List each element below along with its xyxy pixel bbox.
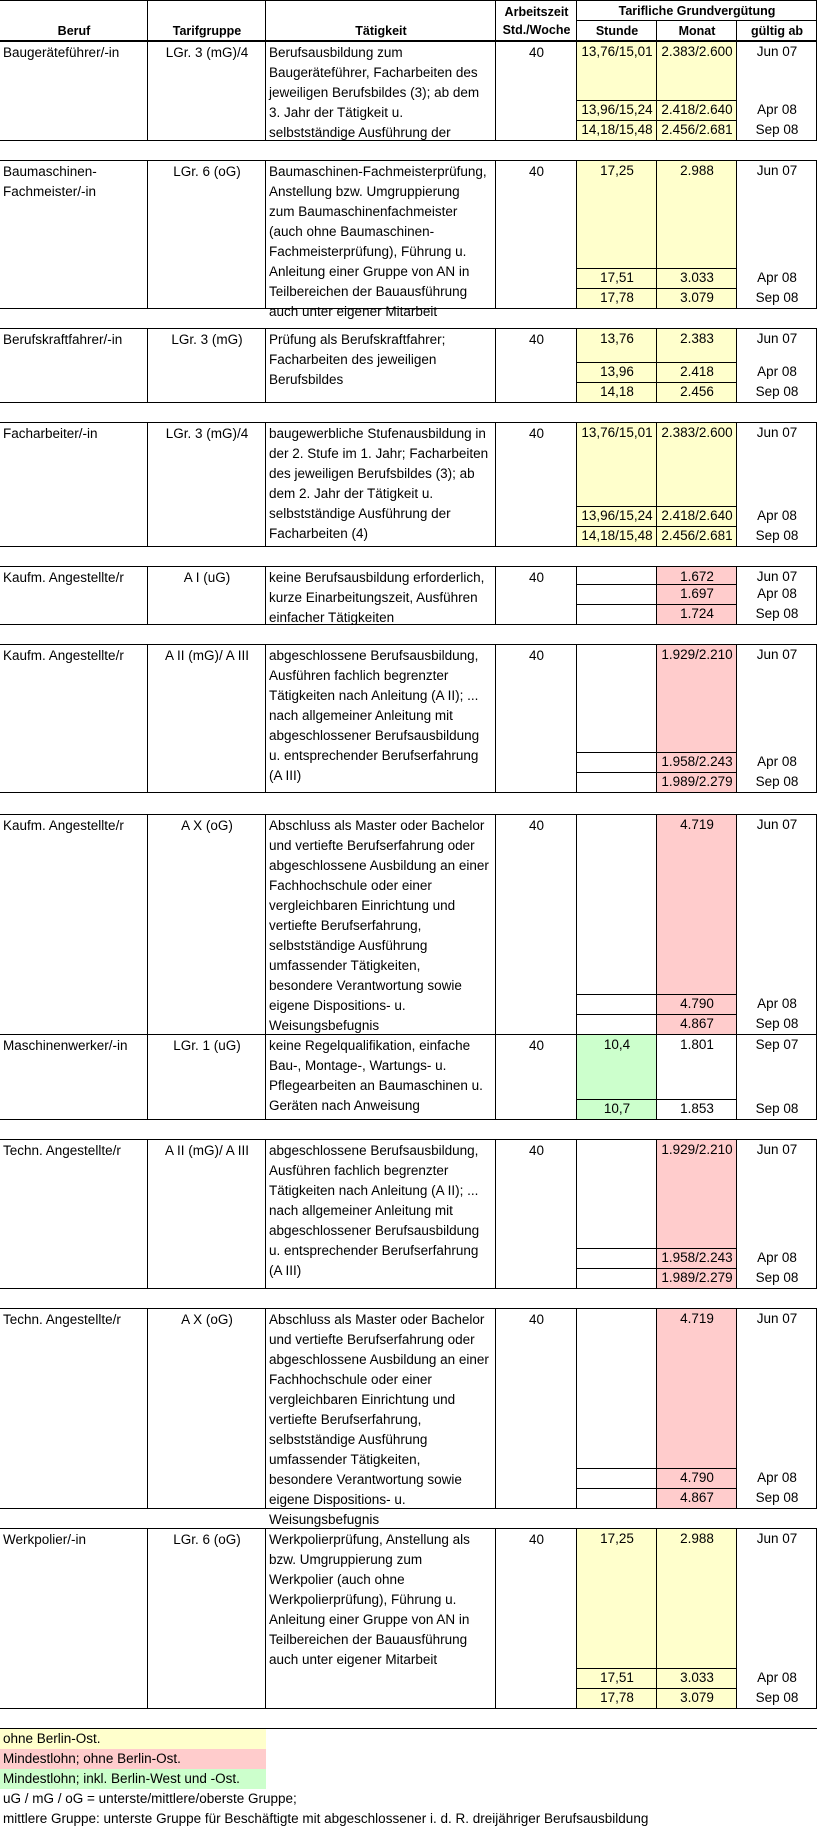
arbeitszeit-cell: 40 [528, 1143, 545, 1158]
header-arbeitszeit [496, 0, 577, 41]
monat-cell: 2.456/2.681 [661, 528, 733, 543]
taetigkeit-cell: Berufsausbildung zum Baugeräteführer, Facharbeiten des jeweiligen Berufsbildes (3); ab dem 3. Jahr der Tätigkeit u. selbstständige Ausführung der [269, 45, 480, 140]
gueltig-cell: Sep 07 [755, 1037, 799, 1052]
grid-line [147, 160, 148, 308]
monat-fill [656, 1308, 737, 1469]
stunde-cell: 13,76/15,01 [581, 44, 653, 59]
grid-line [147, 1308, 148, 1508]
gueltig-cell: Sep 08 [755, 1016, 799, 1031]
grid-line [147, 644, 148, 792]
monat-cell: 2.456/2.681 [661, 122, 733, 137]
monat-fill [656, 1528, 737, 1669]
tarifgruppe-cell: LGr. 3 (mG) [171, 332, 243, 347]
tarifgruppe-cell: LGr. 3 (mG)/4 [165, 45, 249, 60]
header-beruf: Beruf [57, 24, 91, 38]
monat-fill [656, 814, 737, 995]
stunde-cell: 13,96/15,24 [581, 508, 653, 523]
monat-cell: 4.790 [680, 996, 714, 1011]
gueltig-cell: Jun 07 [756, 1531, 798, 1546]
monat-cell: 2.383/2.600 [661, 425, 733, 440]
taetigkeit-cell: Werkpolierprüfung, Anstellung als bzw. Umgruppierung zum Werkpolier (auch ohne Werkpolierprüfung), Führung u. Anleitung einer Gruppe von AN in Teilbereichen der Bauausführung auch unter eigener Mitarbeit [269, 1532, 470, 1667]
grid-line [656, 20, 657, 41]
taetigkeit-cell: abgeschlossene Berufsausbildung, Ausführen fachlich begrenzter Tätigkeiten nach Anleitung (A II); ... nach allgemeiner Anleitung mit abgeschlossener Berufsausbildung u. entsprechender Berufserfahrung (A III) [269, 1143, 480, 1278]
tarifgruppe-cell: A II (mG)/ A III [164, 1143, 250, 1158]
monat-cell: 2.418/2.640 [661, 508, 733, 523]
gueltig-cell: Apr 08 [757, 1250, 797, 1265]
grid-line [577, 1268, 657, 1269]
beruf-cell: Maschinenwerker/-in [3, 1038, 128, 1053]
monat-cell: 4.867 [680, 1016, 714, 1031]
gueltig-cell: Sep 08 [755, 606, 799, 621]
monat-cell: 1.929/2.210 [661, 647, 733, 662]
stunde-cell: 14,18 [600, 384, 634, 399]
gueltig-cell: Apr 08 [757, 754, 797, 769]
monat-cell: 1.958/2.243 [661, 754, 733, 769]
grid-line [577, 994, 657, 995]
gueltig-cell: Sep 08 [755, 122, 799, 137]
grid-line [576, 1308, 577, 1508]
monat-cell: 2.418 [680, 364, 714, 379]
gueltig-cell: Jun 07 [756, 1311, 798, 1326]
gueltig-cell: Apr 08 [757, 270, 797, 285]
monat-cell: 4.867 [680, 1490, 714, 1505]
header-arbeitszeit-line1: Arbeitszeit [504, 4, 569, 19]
beruf-cell: Berufskraftfahrer/-in [3, 332, 123, 347]
grid-line [147, 1139, 148, 1288]
taetigkeit-cell: abgeschlossene Berufsausbildung, Ausführen fachlich begrenzter Tätigkeiten nach Anleitung (A II); ... nach allgemeiner Anleitung mit abgeschlossener Berufsausbildung u. entsprechender Berufserfahrung (A III) [269, 648, 480, 783]
legend-item: ohne Berlin-Ost. [0, 1729, 266, 1749]
stunde-fill [576, 1528, 657, 1669]
stunde-cell: 17,51 [600, 1670, 634, 1685]
stunde-cell: 10,4 [603, 1037, 631, 1052]
grid-line [577, 584, 657, 585]
monat-cell: 3.079 [680, 1690, 714, 1705]
beruf-cell: Kaufm. Angestellte/r [3, 648, 124, 663]
grid-line [147, 814, 148, 1034]
header-stunde: Stunde [595, 24, 639, 38]
beruf-cell: Kaufm. Angestellte/r [3, 818, 124, 833]
monat-cell: 1.672 [680, 569, 714, 584]
taetigkeit-cell: keine Berufsausbildung erforderlich, kurze Einarbeitungszeit, Ausführen einfacher Tätigkeiten [269, 570, 485, 625]
gueltig-cell: Sep 08 [755, 1101, 799, 1116]
gueltig-cell: Apr 08 [757, 364, 797, 379]
grid-line [577, 1468, 657, 1469]
gueltig-cell: Sep 08 [755, 290, 799, 305]
header-arbeitszeit-line2: Std./Woche [502, 22, 571, 37]
grid-line [736, 20, 737, 41]
monat-cell: 4.790 [680, 1470, 714, 1485]
gueltig-cell: Sep 08 [755, 384, 799, 399]
legend-item: Mindestlohn; inkl. Berlin-West und -Ost. [0, 1769, 266, 1789]
stunde-cell: 17,78 [600, 290, 634, 305]
gueltig-cell: Apr 08 [757, 1670, 797, 1685]
monat-cell: 2.456 [680, 384, 714, 399]
header-grundverguetung: Tarifliche Grundvergütung [618, 3, 776, 18]
arbeitszeit-cell: 40 [528, 570, 545, 585]
gueltig-cell: Apr 08 [757, 586, 797, 601]
arbeitszeit-cell: 40 [528, 164, 545, 179]
gueltig-cell: Sep 08 [755, 774, 799, 789]
arbeitszeit-cell: 40 [528, 426, 545, 441]
monat-cell: 4.719 [680, 817, 714, 832]
taetigkeit-cell: Abschluss als Master oder Bachelor und vertiefte Berufserfahrung oder abgeschlossene Ausbildung an einer Fachhochschule oder einer vergleichbaren Einrichtung und vertiefte Berufserfahrung, selbstständige Ausführung umfassender Tätigkeiten, besondere Verantwortung sowie eigene Dispositions- u. Weisungsbefugnis [269, 818, 489, 1033]
arbeitszeit-cell: 40 [528, 332, 545, 347]
grid-line [576, 814, 577, 1034]
taetigkeit-cell: keine Regelqualifikation, einfache Bau-, Montage-, Wartungs- u. Pflegearbeiten an Baumaschinen u. Geräten nach Anweisung [269, 1038, 483, 1113]
gueltig-cell: Jun 07 [756, 647, 798, 662]
gueltig-cell: Jun 07 [756, 1142, 798, 1157]
beruf-cell: Baugeräteführer/-in [3, 45, 120, 60]
taetigkeit-cell: Prüfung als Berufskraftfahrer; Facharbeiten des jeweiligen Berufsbildes [269, 332, 446, 387]
header-taetigkeit: Tätigkeit [355, 24, 407, 38]
gueltig-cell: Sep 08 [755, 1270, 799, 1285]
arbeitszeit-cell: 40 [528, 1312, 545, 1327]
stunde-cell: 13,96/15,24 [581, 102, 653, 117]
gueltig-cell: Apr 08 [757, 508, 797, 523]
grid-line [147, 1528, 148, 1708]
tarifgruppe-cell: A X (oG) [181, 818, 233, 833]
tarifgruppe-cell: A II (mG)/ A III [164, 648, 250, 663]
grid-line [495, 0, 496, 41]
monat-cell: 1.801 [680, 1037, 714, 1052]
monat-cell: 1.958/2.243 [661, 1250, 733, 1265]
tarifgruppe-cell: A X (oG) [181, 1312, 233, 1327]
monat-cell: 2.383 [680, 331, 714, 346]
grid-line [576, 644, 577, 792]
note-line: mittlere Gruppe: unterste Gruppe für Beschäftigte mit abgeschlossener i. d. R. dreijähriger Berufsausbildung [3, 1811, 649, 1826]
taetigkeit-cell: Abschluss als Master oder Bachelor und vertiefte Berufserfahrung oder abgeschlossene Ausbildung an einer Fachhochschule oder einer vergleichbaren Einrichtung und vertiefte Berufserfahrung, selbstständige Ausführung umfassender Tätigkeiten, besondere Verantwortung sowie eigene Dispositions- u. Weisungsbefugnis [269, 1312, 489, 1527]
beruf-cell: Werkpolier/-in [3, 1532, 87, 1547]
stunde-cell: 17,25 [600, 1531, 634, 1546]
stunde-cell: 13,76 [600, 331, 634, 346]
header-tarifgruppe: Tarifgruppe [172, 24, 242, 38]
beruf-cell: Kaufm. Angestellte/r [3, 570, 124, 585]
arbeitszeit-cell: 40 [528, 818, 545, 833]
grid-line [576, 1139, 577, 1288]
stunde-cell: 13,96 [600, 364, 634, 379]
stunde-cell: 17,78 [600, 1690, 634, 1705]
monat-cell: 2.988 [680, 163, 714, 178]
tarifgruppe-cell: A I (uG) [183, 570, 231, 585]
monat-cell: 4.719 [680, 1311, 714, 1326]
monat-cell: 1.853 [680, 1101, 714, 1116]
header-gueltig: gültig ab [750, 24, 804, 38]
gueltig-cell: Apr 08 [757, 102, 797, 117]
beruf-cell: Techn. Angestellte/r [3, 1143, 121, 1158]
tarifgruppe-cell: LGr. 6 (oG) [173, 164, 241, 179]
monat-cell: 2.383/2.600 [661, 44, 733, 59]
note-line: uG / mG / oG = unterste/mittlere/oberste Gruppe; [3, 1791, 297, 1806]
monat-cell: 3.079 [680, 290, 714, 305]
grid-line [576, 0, 577, 41]
gueltig-cell: Jun 07 [756, 163, 798, 178]
beruf-cell: Baumaschinen- [3, 164, 97, 179]
taetigkeit-cell: baugewerbliche Stufenausbildung in der 2. Stufe im 1. Jahr; Facharbeiten des jeweiligen Berufsbildes (3); ab dem 2. Jahr der Tätigkeit u. selbstständige Ausführung der Facharbeiten (4) [269, 426, 489, 541]
beruf-cell: Facharbeiter/-in [3, 426, 98, 441]
stunde-cell: 14,18/15,48 [581, 528, 653, 543]
monat-cell: 3.033 [680, 270, 714, 285]
tarifgruppe-cell: LGr. 6 (oG) [173, 1532, 241, 1547]
monat-cell: 1.989/2.279 [661, 1270, 733, 1285]
gueltig-cell: Jun 07 [756, 569, 798, 584]
monat-cell: 1.989/2.279 [661, 774, 733, 789]
monat-cell: 3.033 [680, 1670, 714, 1685]
grid-line [577, 1248, 657, 1249]
legend-item: Mindestlohn; ohne Berlin-Ost. [0, 1749, 266, 1769]
stunde-cell: 17,51 [600, 270, 634, 285]
monat-cell: 1.724 [680, 606, 714, 621]
gueltig-cell: Jun 07 [756, 331, 798, 346]
grid-line [577, 20, 817, 21]
tarifgruppe-cell: LGr. 3 (mG)/4 [165, 426, 249, 441]
header-monat: Monat [678, 24, 716, 38]
arbeitszeit-cell: 40 [528, 1532, 545, 1547]
beruf-cell: Fachmeister/-in [3, 184, 97, 199]
grid-line [577, 752, 657, 753]
gueltig-cell: Jun 07 [756, 817, 798, 832]
beruf-cell: Techn. Angestellte/r [3, 1312, 121, 1327]
arbeitszeit-cell: 40 [528, 1038, 545, 1053]
monat-cell: 2.988 [680, 1531, 714, 1546]
stunde-cell: 13,76/15,01 [581, 425, 653, 440]
stunde-cell: 10,7 [603, 1101, 631, 1116]
grid-line [147, 0, 148, 41]
grid-line [0, 0, 817, 1]
gueltig-cell: Sep 08 [755, 528, 799, 543]
stunde-cell: 17,25 [600, 163, 634, 178]
grid-line [265, 0, 266, 41]
grid-line [577, 604, 657, 605]
gueltig-cell: Jun 07 [756, 44, 798, 59]
gueltig-cell: Jun 07 [756, 425, 798, 440]
gueltig-cell: Apr 08 [757, 1470, 797, 1485]
gueltig-cell: Sep 08 [755, 1690, 799, 1705]
monat-cell: 2.418/2.640 [661, 102, 733, 117]
taetigkeit-cell: Baumaschinen-Fachmeisterprüfung, Anstellung bzw. Umgruppierung zum Baumaschinenfachmeister (auch ohne Baumaschinen- Fachmeisterprüfung), Führung u. Anleitung einer Gruppe von AN in Teilbereichen der Bauausführung auch unter eigener Mitarbeit [269, 164, 487, 319]
grid-line [577, 1488, 657, 1489]
grid-line [0, 1119, 817, 1120]
grid-line [577, 772, 657, 773]
monat-cell: 1.697 [680, 586, 714, 601]
grid-line [577, 1014, 657, 1015]
gueltig-cell: Sep 08 [755, 1490, 799, 1505]
gueltig-cell: Apr 08 [757, 996, 797, 1011]
stunde-cell: 14,18/15,48 [581, 122, 653, 137]
monat-cell: 1.929/2.210 [661, 1142, 733, 1157]
arbeitszeit-cell: 40 [528, 648, 545, 663]
arbeitszeit-cell: 40 [528, 45, 545, 60]
tarifgruppe-cell: LGr. 1 (uG) [173, 1038, 241, 1053]
